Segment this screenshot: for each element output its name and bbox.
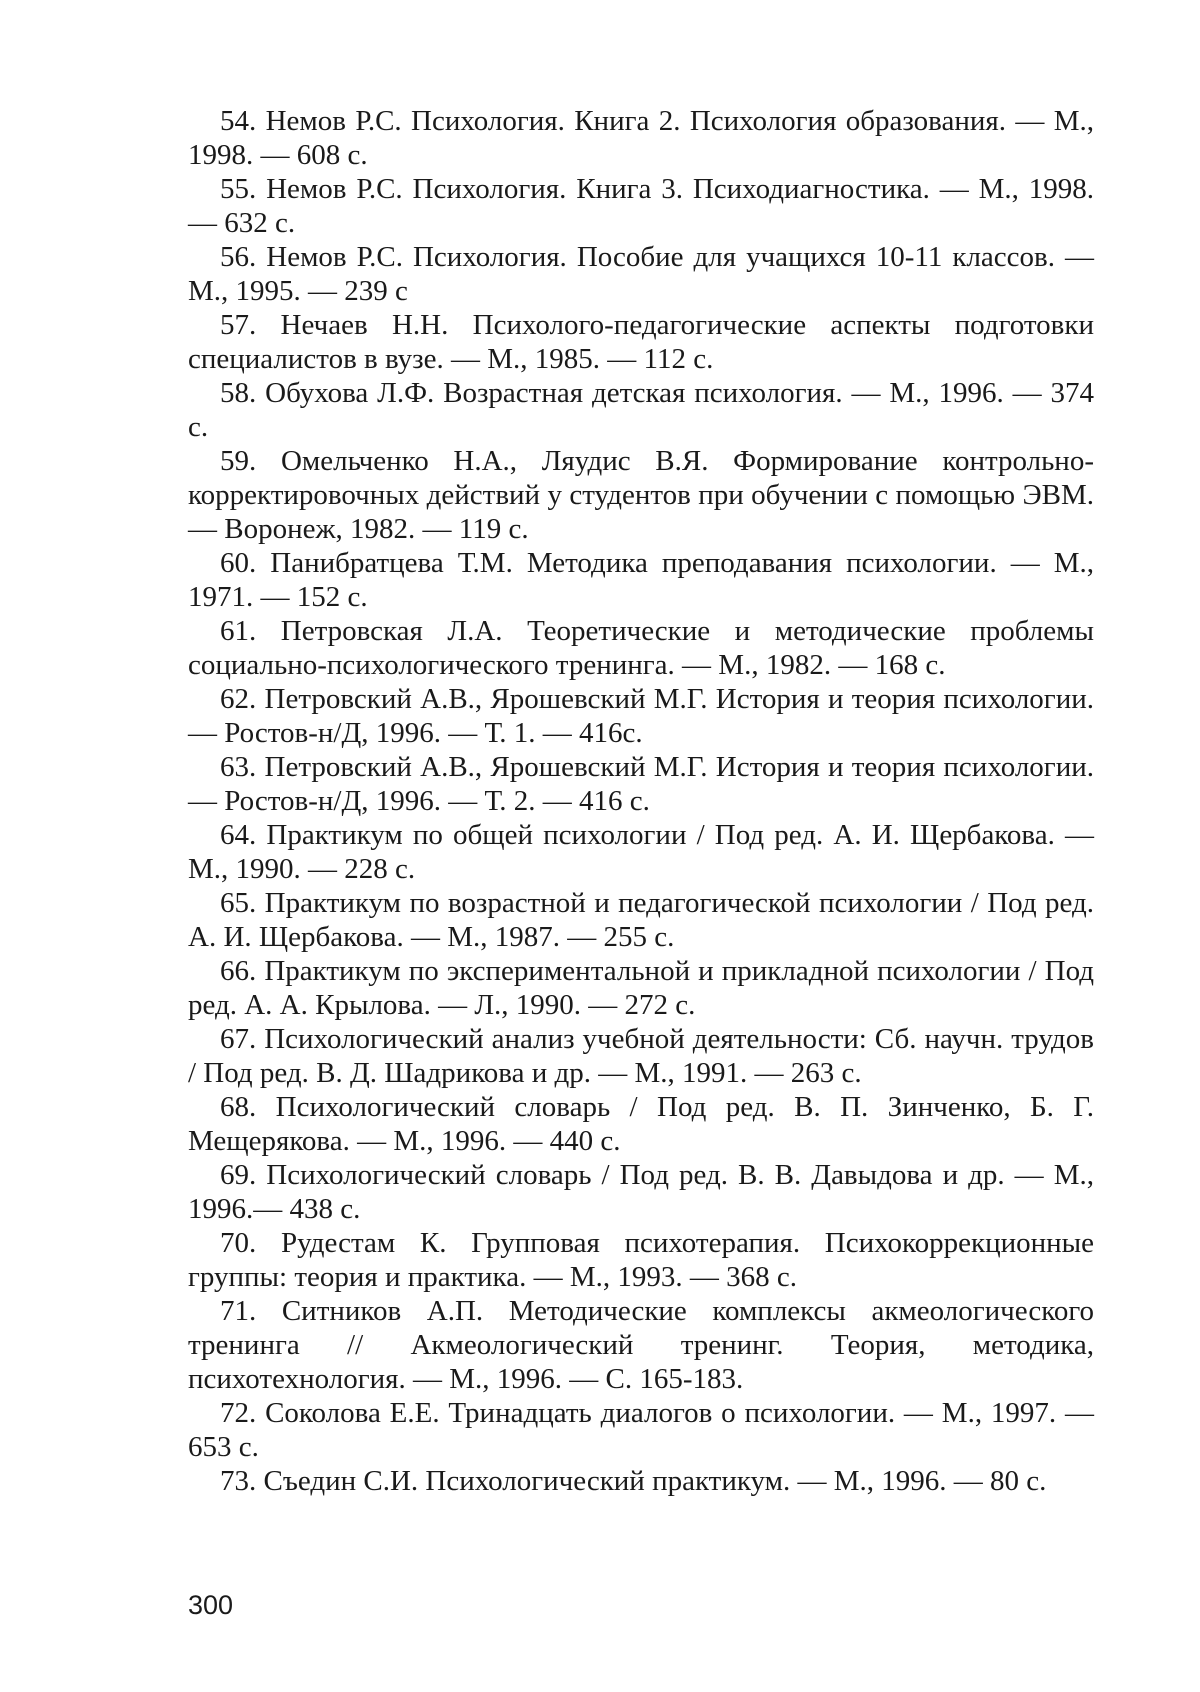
bibliography-page bbox=[188, 104, 1094, 1498]
bibliography-entry-68: 68. Психологический словарь / Под ред. В. П. Зинченко, Б. Г. Мещерякова. — М., 1996. — 440 с. bbox=[188, 1091, 1094, 1157]
bibliography-entry-72: 72. Соколова Е.Е. Тринадцать диалогов о психологии. — М., 1997. — 653 с. bbox=[188, 1397, 1094, 1463]
bibliography-entry-70: 70. Рудестам К. Групповая психотерапия. Психокоррекционные группы: теория и практика. — М., 1993. — 368 с. bbox=[188, 1227, 1094, 1293]
bibliography-entry-69: 69. Психологический словарь / Под ред. В. В. Давыдова и др. — М., 1996.— 438 с. bbox=[188, 1159, 1094, 1225]
bibliography-entry-56: 56. Немов Р.С. Психология. Пособие для учащихся 10-11 классов. — М., 1995. — 239 с bbox=[188, 241, 1094, 307]
bibliography-entry-60: 60. Панибратцева Т.М. Методика преподавания психологии. — М., 1971. — 152 с. bbox=[188, 547, 1094, 613]
bibliography-entry-71: 71. Ситников А.П. Методические комплексы акмеологического тренинга // Акмеологический тренинг. Теория, методика, психотехнология. — М., 1996. — С. 165-183. bbox=[188, 1295, 1094, 1395]
bibliography-entry-63: 63. Петровский А.В., Ярошевский М.Г. История и теория психологии. — Ростов-н/Д, 1996. — Т. 2. — 416 с. bbox=[188, 751, 1094, 817]
bibliography-entry-62: 62. Петровский А.В., Ярошевский М.Г. История и теория психологии. — Ростов-н/Д, 1996. — Т. 1. — 416с. bbox=[188, 683, 1094, 749]
bibliography-entry-64: 64. Практикум по общей психологии / Под ред. А. И. Щербакова. — М., 1990. — 228 с. bbox=[188, 819, 1094, 885]
bibliography-entry-61: 61. Петровская Л.А. Теоретические и методические проблемы социально-психологического тренинга. — М., 1982. — 168 с. bbox=[188, 615, 1094, 681]
bibliography-entry-59: 59. Омельченко Н.А., Ляудис В.Я. Формирование контрольно-корректировочных действий у студентов при обучении с помощью ЭВМ. — Воронеж, 1982. — 119 с. bbox=[188, 445, 1094, 545]
bibliography-entry-58: 58. Обухова Л.Ф. Возрастная детская психология. — М., 1996. — 374 с. bbox=[188, 377, 1094, 443]
bibliography-entry-57: 57. Нечаев Н.Н. Психолого-педагогические аспекты подготовки специалистов в вузе. — М., 1985. — 112 с. bbox=[188, 309, 1094, 375]
bibliography-entry-66: 66. Практикум по экспериментальной и прикладной психологии / Под ред. А. А. Крылова. — Л., 1990. — 272 с. bbox=[188, 955, 1094, 1021]
bibliography-entry-67: 67. Психологический анализ учебной деятельности: Сб. научн. трудов / Под ред. В. Д. Шадрикова и др. — М., 1991. — 263 с. bbox=[188, 1023, 1094, 1089]
bibliography-entry-55: 55. Немов Р.С. Психология. Книга 3. Психодиагностика. — М., 1998.— 632 с. bbox=[188, 173, 1094, 239]
page-number: 300 bbox=[188, 1590, 234, 1620]
bibliography-entry-65: 65. Практикум по возрастной и педагогической психологии / Под ред. А. И. Щербакова. — М., 1987. — 255 с. bbox=[188, 887, 1094, 953]
bibliography-entry-54: 54. Немов Р.С. Психология. Книга 2. Психология образования. — М., 1998. — 608 с. bbox=[188, 105, 1094, 171]
bibliography-entry-73: 73. Съедин С.И. Психологический практикум. — М., 1996. — 80 с. bbox=[220, 1465, 1047, 1497]
